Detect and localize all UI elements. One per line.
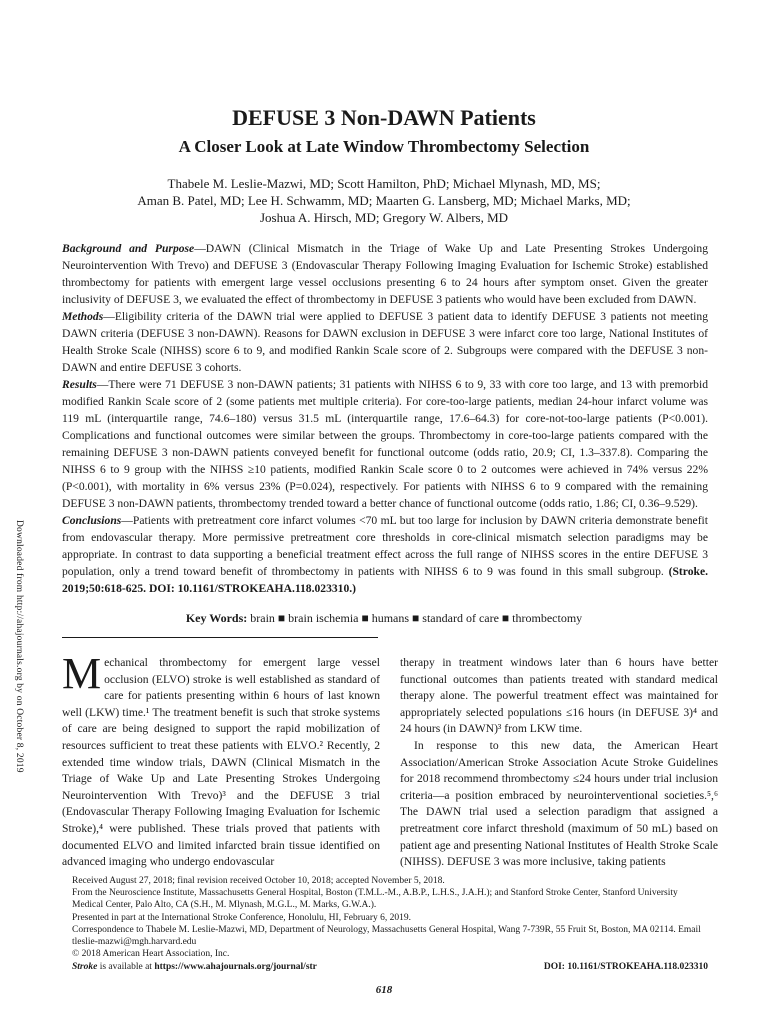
abstract-results xyxy=(62,376,708,512)
abstract-text: —There were 71 DEFUSE 3 non-DAWN patients; 31 patients with NIHSS 6 to 9, 33 with core too large, and 13 with premorbid modified Rankin Scale score of 2 (some patients met multiple criteria). For core-too-large patients, median 24-hour infarct volume was 119 mL (interquartile range, 74.6–180) versus 31.5 mL (interquartile range, 17.6–64.3) for core-not-too-large patients (P<0.001). Complications and functional outcomes were similar between the groups. Thrombectomy in core-too-large patients compared with the remaining DEFUSE 3 non-DAWN patients conveyed benefit for functional outcome (odds ratio, 20.9; CI, 1.3–337.8). Comparing the NIHSS 6 to 9 group with the NIHSS ≥10 patients, modified Rankin Scale score 0 to 2 outcomes were achieved in 74% versus 22% (P<0.001), with mortality in 6% versus 23% (P=0.024), respectively. For patients with NIHSS 6 to 9 compared with the remaining DEFUSE 3 non-DAWN patients, thrombectomy trended toward a better chance of functional outcome (odds ratio, 1.86; CI, 0.36–9.529). xyxy=(62,378,708,510)
body-text: echanical thrombectomy for emergent large vessel occlusion (ELVO) stroke is well established as standard of care for patients presenting within 6 hours of last known well (LKW) time.¹ The treatment benefit is such that stroke systems of care are being designed to support the rapid mobilization of resources sufficient to treat these patients with ELVO.² Recently, 2 extended time window trials, DAWN (Clinical Mismatch in the Triage of Wake Up and Late Presenting Strokes Undergoing Neurointervention With Trevo)³ and the DEFUSE 3 trial (Endovascular Therapy Following Imaging Evaluation for Ischemic Stroke),⁴ were published. These trials proved that patients with documented ELVO and limited infarcted brain tissue identified on advanced imaging who undergo endovascular xyxy=(62,656,380,869)
footer-doi: DOI: 10.1161/STROKEAHA.118.023310 xyxy=(543,962,708,972)
body-column-right xyxy=(400,655,718,871)
footnote-affiliations: From the Neuroscience Institute, Massachusetts General Hospital, Boston (T.M.L.-M., A.B.P., L.H.S., J.A.H.); and Stanford Stroke Center, Stanford University Medical Center, Palo Alto, CA (S.H., M. Mlynash, M.G.L., M. Marks, G.W.A.). xyxy=(72,888,678,911)
download-note-text: Downloaded from http://ahajournals.org by on October 8, 2019 xyxy=(14,520,24,773)
abstract-citation: (Stroke. 2019;50:618-625. DOI: 10.1161/STROKEAHA.118.023310.) xyxy=(62,565,708,595)
keywords-label: Key Words: xyxy=(185,611,248,625)
abstract-background xyxy=(62,240,708,308)
footnote-copyright: © 2018 American Heart Association, Inc. xyxy=(72,949,230,960)
footnote-received: Received August 27, 2018; final revision received October 10, 2018; accepted November 5, 2018. xyxy=(72,876,445,886)
abstract-text: —Eligibility criteria of the DAWN trial were applied to DEFUSE 3 patient data to identify DEFUSE 3 patients not meeting DAWN criteria (DEFUSE 3 non-DAWN). Reasons for DAWN exclusion in DEFUSE 3 were infarct core too large, National Institutes of Health Stroke Scale (NIHSS) score 6 to 9, and modified Rankin Scale score of 2. Subgroups were compared with the DEFUSE 3 non-DAWN and entire DEFUSE 3 cohorts. xyxy=(62,310,708,374)
abstract-text: —Patients with pretreatment core infarct volumes <70 mL but too large for inclusion by DAWN criteria demonstrate benefit from endovascular therapy. More permissive pretreatment core thresholds in core-clinical mismatch selection paradigms may be appropriate. In contrast to data supporting a beneficial treatment effect across the full range of NIHSS scores in the entire DEFUSE 3 population, only a trend toward benefit of thrombectomy in patients with NIHSS 6 to 9 was found in this small subgroup. xyxy=(62,514,708,578)
section-divider xyxy=(62,637,378,638)
article-title: DEFUSE 3 Non-DAWN Patients xyxy=(232,105,536,130)
footnotes xyxy=(62,875,708,960)
author-line: Thabele M. Leslie-Mazwi, MD; Scott Hamilton, PhD; Michael Mlynash, MD, MS; xyxy=(167,176,601,191)
journal-name: Stroke xyxy=(72,962,98,972)
body-paragraph: therapy in treatment windows later than 6 hours have better functional outcomes than patients treated with standard medical therapy alone. The powerful treatment effect was maintained for appropriately selected populations ≤16 hours (in DEFUSE 3)⁴ and 24 hours (in DAWN)³ from LKW time. xyxy=(400,656,718,736)
abstract-methods xyxy=(62,308,708,376)
abstract-conclusions xyxy=(62,512,708,597)
footnote-presented: Presented in part at the International Stroke Conference, Honolulu, HI, February 6, 2019. xyxy=(72,912,412,923)
author-line: Aman B. Patel, MD; Lee H. Schwamm, MD; Maarten G. Lansberg, MD; Michael Marks, MD; xyxy=(137,193,631,208)
abstract-heading: Background and Purpose xyxy=(62,242,195,255)
abstract-heading: Methods xyxy=(62,310,104,323)
article-subtitle: A Closer Look at Late Window Thrombectomy Selection xyxy=(178,137,590,156)
abstract xyxy=(62,240,708,597)
footnote-correspondence: Correspondence to Thabele M. Leslie-Mazwi, MD, Department of Neurology, Massachusetts General Hospital, Wang 7-739R, 55 Fruit St, Boston, MA 02114. Email tleslie-mazwi@mgh.harvard.edu xyxy=(72,924,701,948)
keywords xyxy=(0,611,768,626)
abstract-heading: Results xyxy=(62,378,97,391)
drop-cap: M xyxy=(62,649,102,698)
author-line: Joshua A. Hirsch, MD; Gregory W. Albers, MD xyxy=(259,210,509,225)
page-number: 618 xyxy=(375,984,393,996)
keywords-list: brain ■ brain ischemia ■ humans ■ standard of care ■ thrombectomy xyxy=(250,611,583,625)
abstract-heading: Conclusions xyxy=(62,514,122,527)
abstract-text: —DAWN (Clinical Mismatch in the Triage of Wake Up and Late Presenting Strokes Undergoing Neurointervention With Trevo) and DEFUSE 3 (Endovascular Therapy Following Imaging Evaluation for Ischemic Stroke) established thrombectomy for patients with emergent large vessel occlusions presenting 6 to 24 hours after symptom onset. Given the greater inclusivity of DEFUSE 3, we evaluated the effect of thrombectomy in DEFUSE 3 patients who would have been excluded from DAWN. xyxy=(62,242,708,306)
journal-available-text: is available at xyxy=(97,962,155,972)
body-paragraph: In response to this new data, the American Heart Association/American Stroke Association Acute Stroke Guidelines for 2018 recommend thrombectomy ≤24 hours under trial inclusion criteria—a position embraced by neurointerventional societies.⁵,⁶ The DAWN trial used a selection paradigm that assigned a pretreatment core infarct threshold (maximum of 50 mL) based on patient age and presenting National Institutes of Health Stroke Scale (NIHSS). DEFUSE 3 was more inclusive, taking patients xyxy=(400,738,718,869)
journal-url-link[interactable]: https://www.ahajournals.org/journal/str xyxy=(154,962,317,972)
body-paragraph xyxy=(62,649,380,871)
author-list xyxy=(60,175,708,226)
body-column-left xyxy=(62,649,380,871)
journal-availability xyxy=(72,962,317,972)
download-note xyxy=(14,520,36,773)
